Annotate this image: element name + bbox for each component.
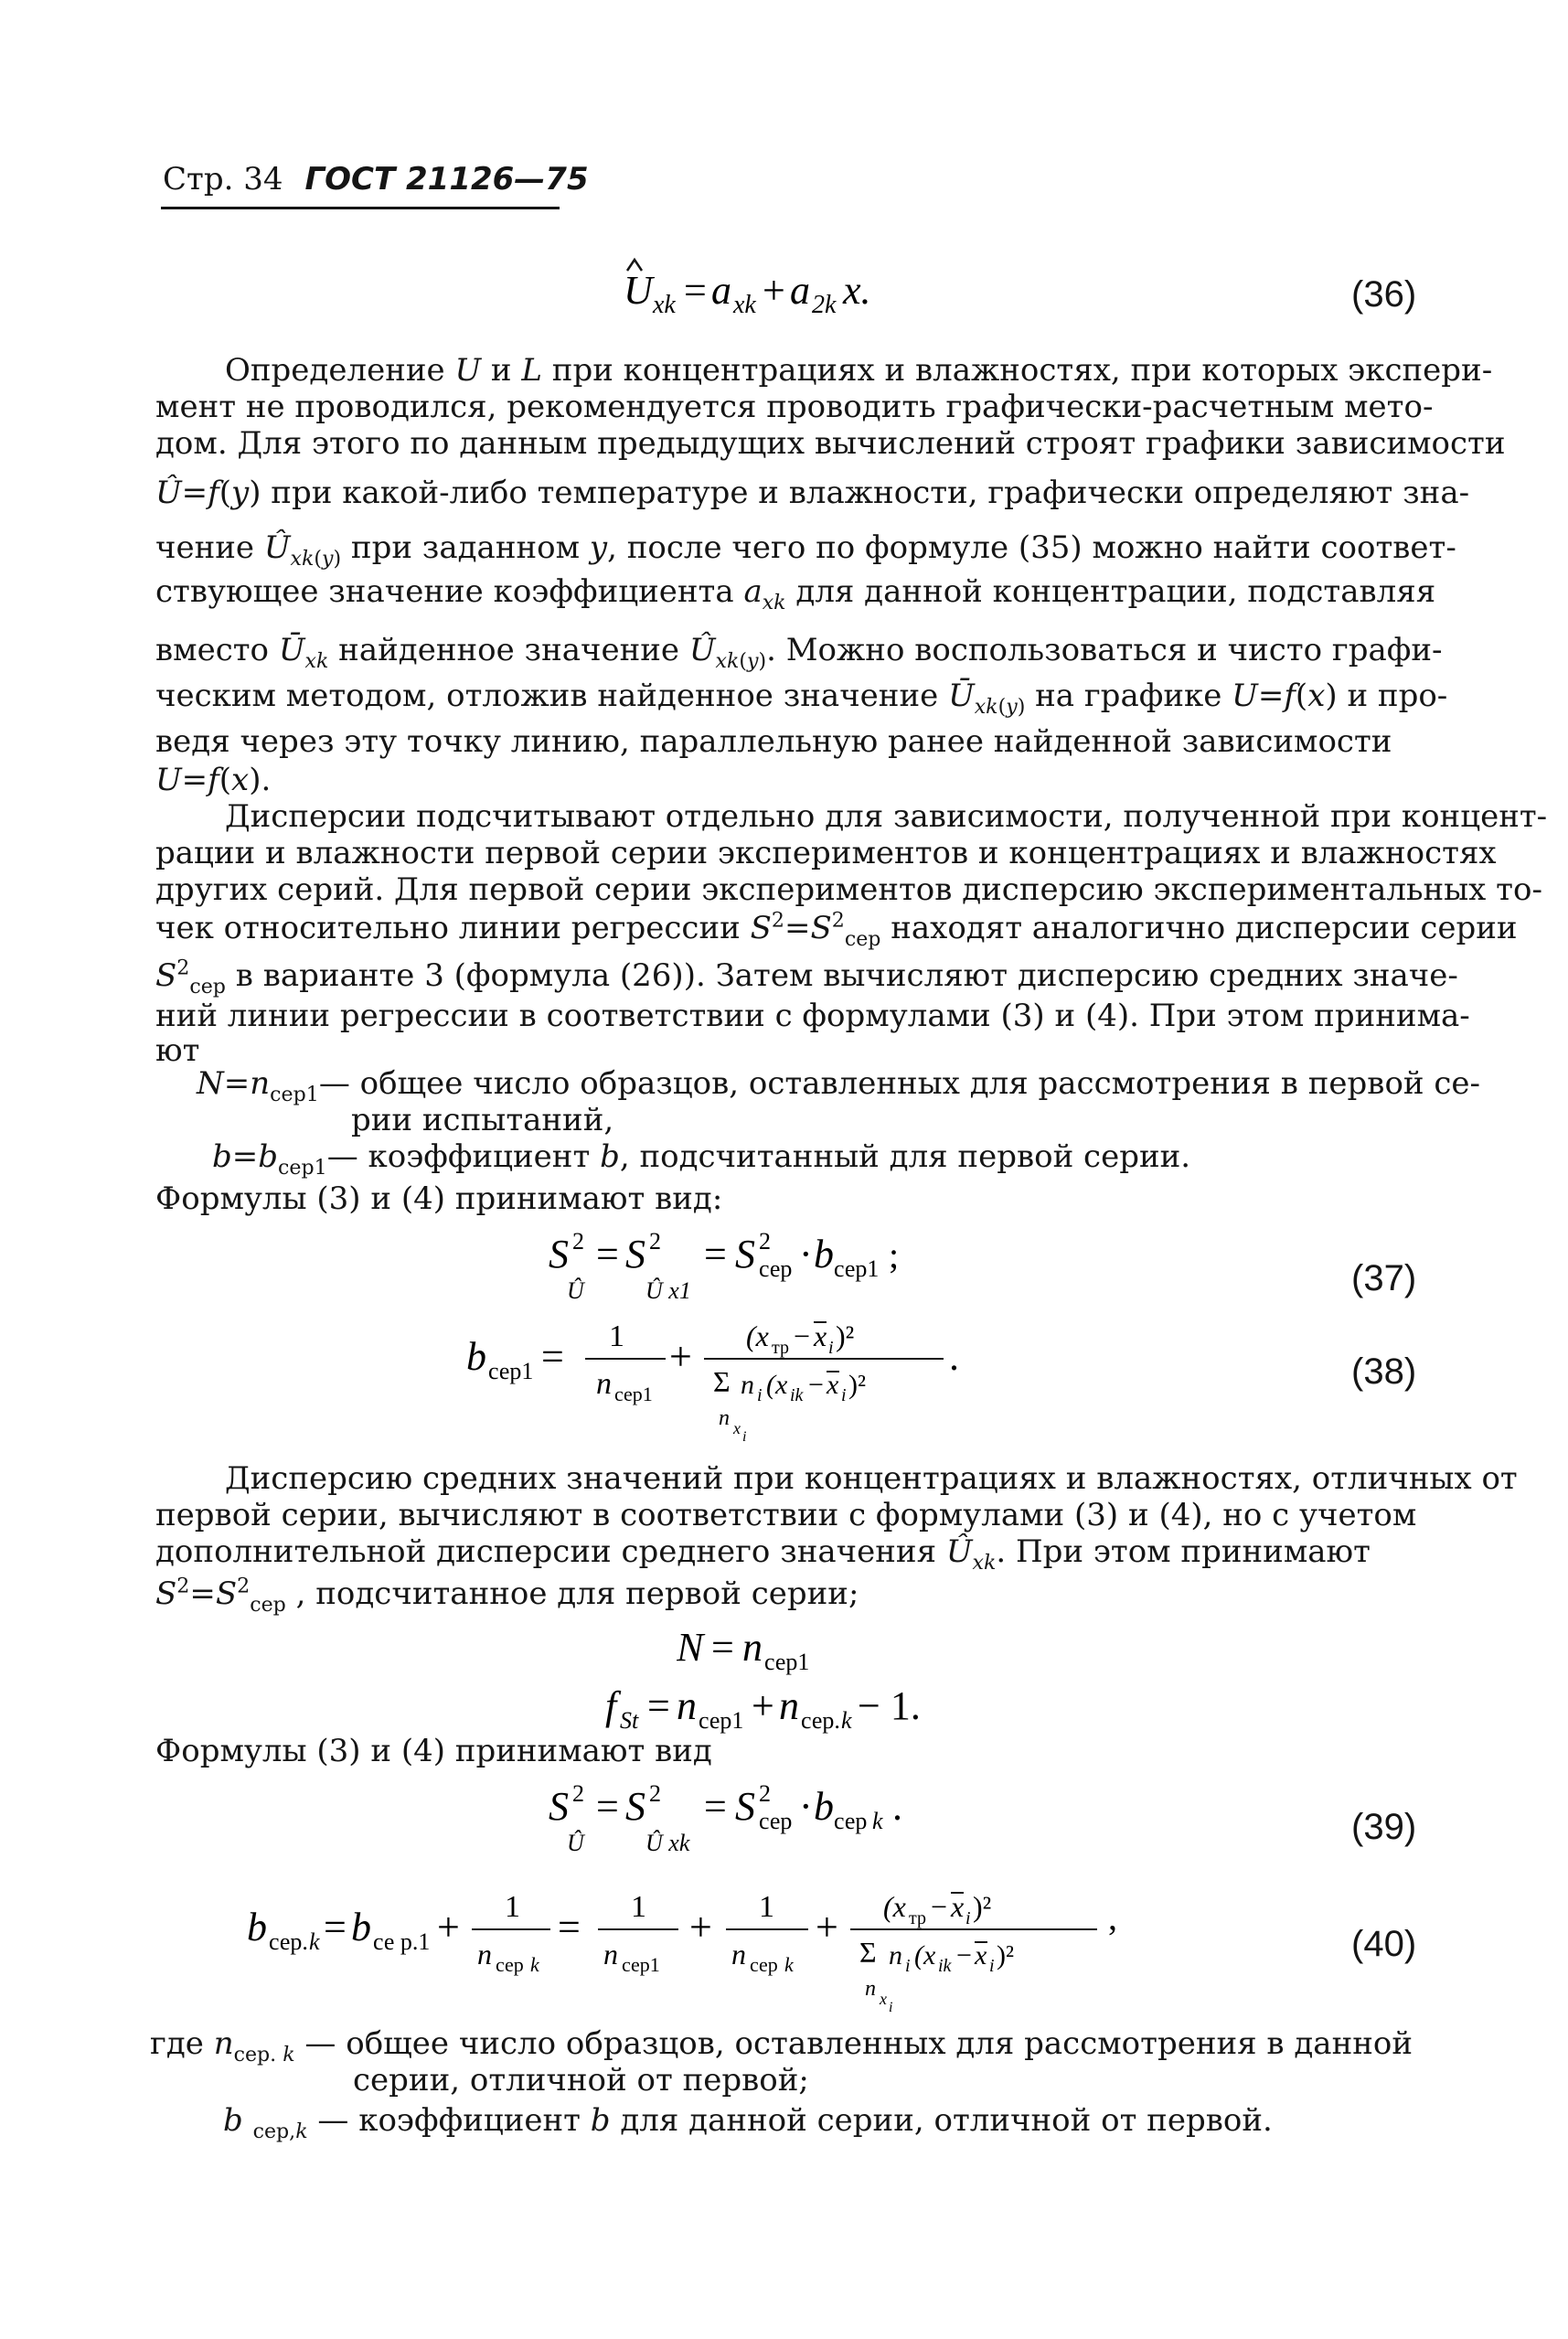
- svg-text:(x: (x: [746, 1319, 769, 1352]
- svg-text:=: =: [711, 1625, 734, 1670]
- svg-text:k: k: [530, 1953, 539, 1976]
- svg-text:сер1: сер1: [764, 1649, 810, 1675]
- svg-text:− 1.: − 1.: [858, 1683, 921, 1728]
- svg-text:сер1: сер1: [834, 1255, 880, 1282]
- svg-text:a: a: [711, 268, 731, 313]
- svg-text:Û: Û: [567, 1277, 584, 1304]
- svg-text:)²: )²: [848, 1370, 866, 1400]
- svg-text:=: =: [704, 1784, 727, 1829]
- svg-text:n: n: [779, 1683, 799, 1728]
- formula-40: [238, 1880, 1243, 2017]
- svg-text:=: =: [704, 1232, 727, 1276]
- svg-text:+: +: [437, 1905, 460, 1949]
- svg-text:n: n: [719, 1406, 730, 1430]
- svg-text:S: S: [735, 1784, 755, 1829]
- svg-text:2: 2: [572, 1780, 584, 1807]
- svg-text:=: =: [596, 1784, 619, 1829]
- svg-text:n: n: [865, 1977, 876, 2001]
- svg-text:x: x: [975, 1940, 987, 1971]
- svg-text:n: n: [889, 1940, 902, 1971]
- equation-number-40: (40): [1351, 1924, 1417, 1964]
- svg-text:(x: (x: [766, 1370, 788, 1400]
- svg-text:тр: тр: [772, 1338, 789, 1358]
- svg-text:=: =: [558, 1905, 581, 1949]
- formula-38: [457, 1308, 1024, 1445]
- svg-text:i: i: [905, 1956, 911, 1976]
- formula-36-graphic: [585, 245, 969, 318]
- formulas-intro-1: Формулы (3) и (4) принимают вид:: [155, 1180, 723, 1217]
- svg-text:f: f: [605, 1683, 617, 1728]
- svg-text:U: U: [624, 268, 653, 313]
- svg-text:сер: сер: [496, 1953, 524, 1976]
- svg-text:сер: сер: [759, 1255, 793, 1282]
- standard-number: ГОСТ 21126—75: [304, 161, 589, 198]
- svg-text:се р.1: се р.1: [373, 1928, 431, 1955]
- svg-text:−: −: [931, 1890, 948, 1923]
- svg-text:n: n: [677, 1683, 697, 1728]
- svg-text:i: i: [841, 1385, 847, 1405]
- svg-text:;: ;: [889, 1234, 900, 1276]
- svg-text:i: i: [889, 2000, 893, 2015]
- svg-text:2k: 2k: [812, 291, 837, 318]
- svg-text:+: +: [689, 1905, 712, 1949]
- svg-text:i: i: [828, 1338, 834, 1358]
- svg-text:x: x: [951, 1890, 965, 1923]
- svg-text:=: =: [324, 1905, 347, 1949]
- svg-text:тр: тр: [909, 1908, 926, 1928]
- svg-text:.: .: [949, 1334, 959, 1379]
- svg-text:x: x: [827, 1370, 839, 1400]
- formula-39: [512, 1765, 1024, 1865]
- svg-text:Û xk: Û xk: [645, 1830, 690, 1856]
- equation-number-38: (38): [1351, 1351, 1417, 1392]
- svg-text:−: −: [794, 1319, 811, 1352]
- svg-text:2: 2: [649, 1780, 661, 1807]
- document-page: Стр. 34 ГОСТ 21126—75 U xk = a xk + a 2k x. (36) Определение U и L при концентрациях и влажностях, при которых экспери- мент не проводился, рекомендуется проводить графически-расчетным мето- дом. Для этого по данным предыдущих вычислений строят графики зависимости Û=f(y) при какой-либо температуре и влажности, графически определяют зна- чение $Û_{xk(y)}$ при заданном y, после чего по формуле (35) можно найти соответ- ствующее значение коэффициента $a_{xk}$ для данной концентрации, подставляя вместо $Ū_{xk}$ найденное значение $Û_{xk(y)}$. Можно воспользоваться и чисто графи- ческим методом, отложив найденное значение $Ū_{xk(y)}$ на графике U=f(x) и про- ведя через эту точку линию, параллельную ранее найденной зависимости U=f(x). Дисперсии подсчитывают отдельно для зависимости, полученной при концент- рации и влажности первой серии экспериментов и концентрациях и влажностях других серий. Для первой серии экспериментов дисперсию экспериментальных то- чек относительно линии регрессии $S^2=S^2_{сер}$ находят аналогично дисперсии серии $S^2_{сер}$ в варианте 3 (формула (26)). Затем вычисляют дисперсию средних значе- ний линии регрессии в соответствии с формулами (3) и (4). При этом принима- ют $N=n_{сер1}—$ общее число образцов, оставленных для рассмотрения в первой се- рии испытаний, $b=b_{сер1}—$ коэффициент b, подсчитанный для первой серии. Формулы (3) и (4) принимают вид: S 2 Û = S 2 Û x1 = S 2 сер · b сер1 ; (37) b сер1 = 1 n сер1 + (x тр − x i )² Σ n i (x ik − x i )² . n x i (38) Дисперсию средних значений при концентрациях и влажностях, отличных от первой серии, вычисляют в соответствии с формулами (3) и (4), но с учетом дополнительной дисперсии среднего значения $Û_{xk}$. При этом принимают $S^2=S^2_{сер}$ , подсчитанное для первой серии; N = n сер1 f St = n сер1 + n сер. k − 1. Формулы (3) и (4) принимают вид S 2 Û = S 2 Û xk = S 2 сер · b сер k . (39) b сер. k = b се р.1 + 1 n сер k = 1 n сер1 + 1 n сер k + (x тр − x i )² Σ n i (x ik − x i )² , n x i (40) где $n_{сер. k}$ — общее число образцов, оставленных для рассмотрения в данной серии, отличной от первой; b $_{сер,k}$ — коэффициент b для данной серии, отличной от первой.: [150, 161, 1548, 2143]
- formula-f-def: [605, 1675, 1026, 1739]
- svg-text:сер: сер: [750, 1953, 778, 1976]
- svg-text:сер1: сер1: [699, 1707, 744, 1734]
- formula-37: [512, 1216, 1024, 1308]
- svg-text:=: =: [647, 1683, 670, 1728]
- svg-text:S: S: [735, 1232, 755, 1276]
- svg-text:сер1: сер1: [614, 1383, 653, 1405]
- svg-text:(x: (x: [883, 1890, 906, 1923]
- svg-text:x: x: [880, 1990, 887, 2008]
- svg-text:Σ: Σ: [859, 1936, 877, 1969]
- svg-text:−: −: [956, 1940, 972, 1971]
- svg-text:1: 1: [759, 1890, 774, 1924]
- svg-text:(x: (x: [914, 1940, 936, 1971]
- svg-text:k: k: [309, 1928, 320, 1955]
- svg-text:S: S: [625, 1784, 645, 1829]
- svg-text:i: i: [989, 1956, 995, 1976]
- svg-text:+: +: [763, 268, 785, 313]
- svg-text:+: +: [669, 1334, 692, 1379]
- svg-text:2: 2: [759, 1228, 771, 1255]
- svg-text:.: .: [892, 1784, 902, 1829]
- svg-text:S: S: [625, 1232, 645, 1276]
- svg-text:b: b: [814, 1784, 834, 1829]
- svg-text:N: N: [677, 1625, 704, 1670]
- svg-text:n: n: [742, 1625, 763, 1670]
- svg-text:+: +: [816, 1905, 838, 1949]
- svg-text:x: x: [814, 1319, 827, 1352]
- svg-text:=: =: [596, 1232, 619, 1276]
- svg-text:1: 1: [631, 1890, 646, 1924]
- formula-n-def: [677, 1617, 1006, 1681]
- svg-text:n: n: [731, 1938, 746, 1971]
- svg-text:1: 1: [609, 1319, 624, 1353]
- svg-text:)²: )²: [997, 1940, 1014, 1971]
- svg-text:сер: сер: [834, 1808, 868, 1834]
- svg-text:n: n: [603, 1938, 618, 1971]
- svg-text:b: b: [351, 1905, 371, 1949]
- equation-number-39: (39): [1351, 1807, 1417, 1847]
- svg-text:S: S: [549, 1784, 569, 1829]
- svg-text:x: x: [733, 1419, 741, 1437]
- page-header: [163, 161, 589, 198]
- svg-text:xk: xk: [733, 291, 756, 318]
- svg-text:b: b: [814, 1232, 834, 1276]
- svg-text:n: n: [477, 1938, 492, 1971]
- svg-text:−: −: [808, 1370, 824, 1400]
- equation-number-37: (37): [1351, 1258, 1417, 1298]
- svg-text:сер1: сер1: [622, 1953, 660, 1976]
- svg-text:сер.: сер.: [269, 1928, 308, 1955]
- svg-text:i: i: [742, 1429, 747, 1445]
- svg-text:Û x1: Û x1: [645, 1277, 691, 1304]
- svg-text:+: +: [752, 1683, 774, 1728]
- svg-text:ik: ik: [938, 1956, 952, 1976]
- svg-text:k: k: [841, 1707, 852, 1734]
- svg-text:Σ: Σ: [713, 1365, 731, 1398]
- svg-text:)²: )²: [973, 1890, 992, 1923]
- equation-number-36: (36): [1351, 274, 1417, 315]
- svg-text:2: 2: [572, 1228, 584, 1255]
- svg-text:St: St: [620, 1707, 639, 1734]
- svg-text:b: b: [466, 1334, 486, 1379]
- svg-text:сер.: сер.: [801, 1707, 840, 1734]
- formulas-intro-2: Формулы (3) и (4) принимают вид: [155, 1733, 712, 1769]
- svg-text:S: S: [549, 1232, 569, 1276]
- svg-text:2: 2: [649, 1228, 661, 1255]
- svg-text:сер: сер: [759, 1808, 793, 1834]
- svg-text:)²: )²: [836, 1319, 855, 1352]
- svg-text:n: n: [741, 1370, 754, 1400]
- svg-text:Û: Û: [567, 1830, 584, 1856]
- svg-text:k: k: [872, 1808, 883, 1834]
- svg-text:a: a: [790, 268, 810, 313]
- svg-text:b: b: [247, 1905, 267, 1949]
- svg-text:·: ·: [799, 1784, 813, 1829]
- svg-text:сер1: сер1: [488, 1358, 534, 1384]
- svg-text:=: =: [541, 1334, 564, 1379]
- svg-text:n: n: [596, 1367, 612, 1401]
- svg-text:k: k: [784, 1953, 794, 1976]
- svg-text:1: 1: [505, 1890, 520, 1924]
- svg-text:=: =: [684, 268, 707, 313]
- svg-text:,: ,: [1108, 1896, 1117, 1938]
- svg-text:i: i: [757, 1385, 763, 1405]
- svg-text:ik: ik: [790, 1385, 804, 1405]
- page-label: Стр. 34: [163, 161, 283, 198]
- svg-text:xk: xk: [653, 291, 676, 318]
- svg-text:·: ·: [799, 1232, 813, 1276]
- svg-text:2: 2: [759, 1780, 771, 1807]
- header-rule: [161, 207, 560, 209]
- svg-text:x.: x.: [843, 268, 871, 313]
- svg-text:i: i: [965, 1908, 971, 1928]
